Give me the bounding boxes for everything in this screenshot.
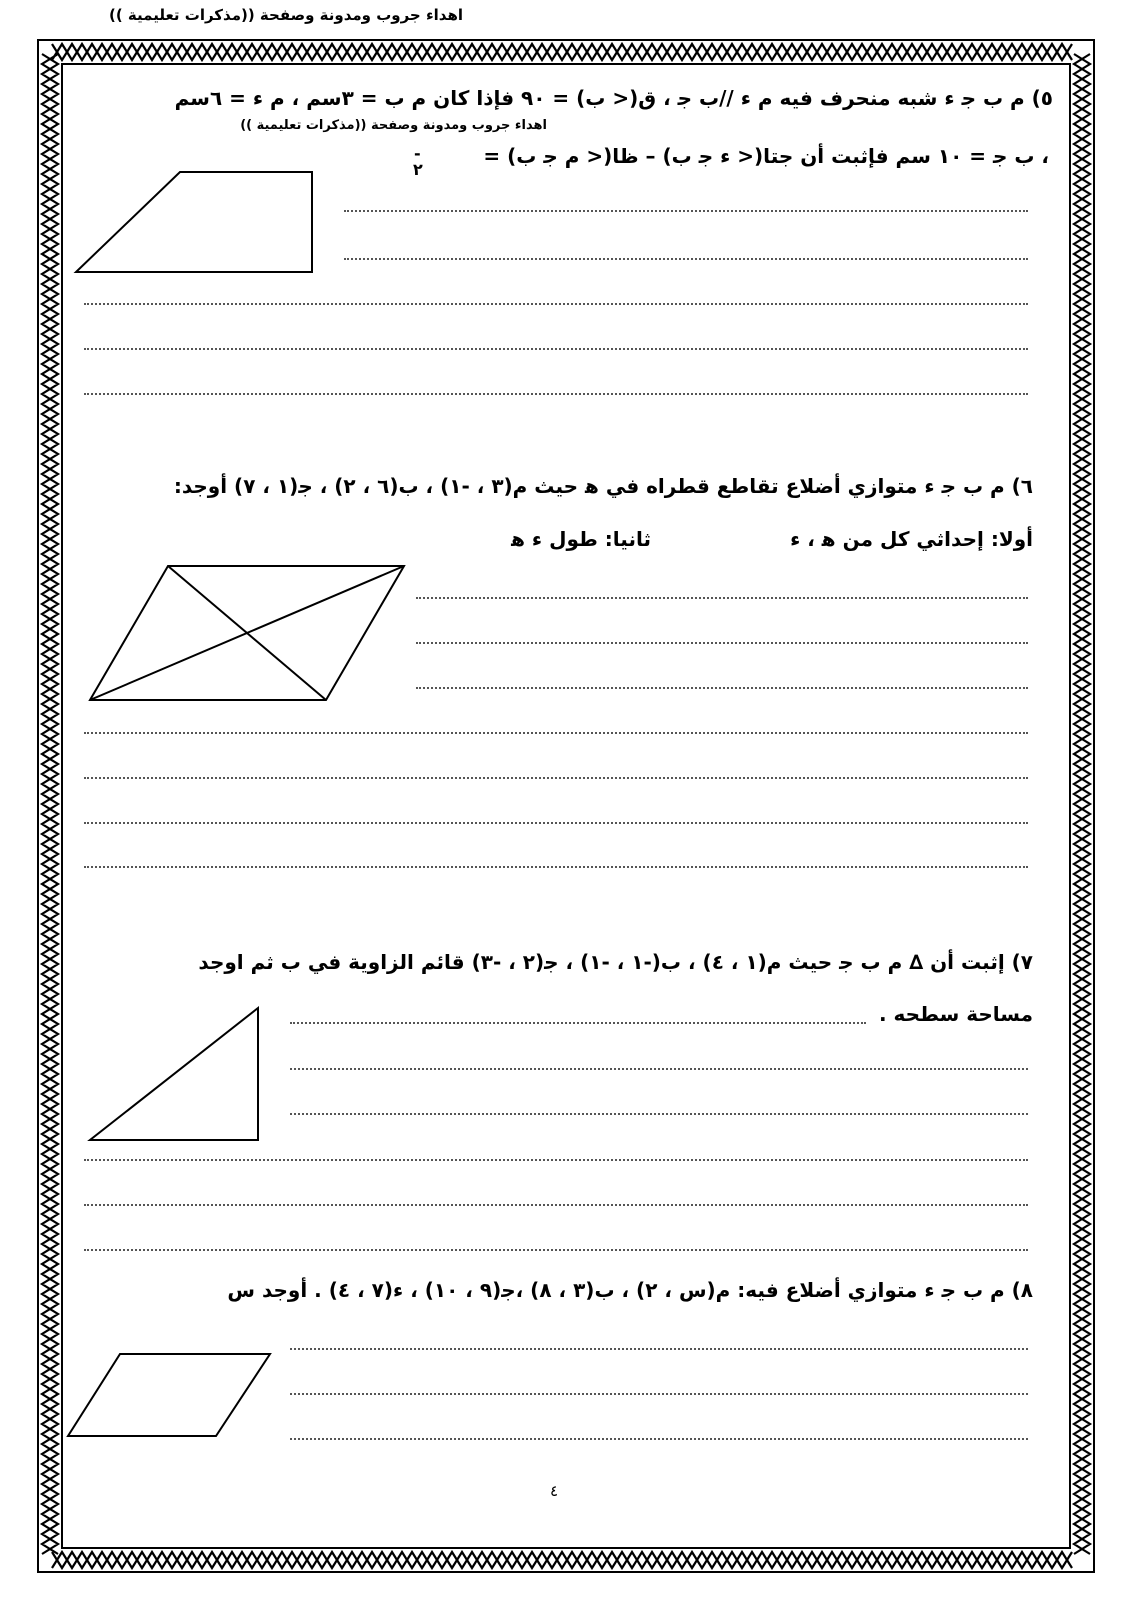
answer-line: [84, 777, 1028, 779]
question-6-part-1: أولا: إحداثي كل من ﻫ ، ء: [790, 527, 1033, 551]
answer-line: [84, 1204, 1028, 1206]
answer-line: [84, 732, 1028, 734]
question-5-line-1: ٥) ﻡ ب ﺟ ء شبه منحرف فيه ﻡ ء //ب ﺟ ، ق(< ب) = ٩٠ فإذا كان ﻡ ب = ٣سم ، ﻡ ء = ٦سم: [174, 86, 1053, 110]
page-number: ٤: [550, 1482, 559, 1500]
question-6-part-2: ثانيا: طول ء ﻫ: [511, 527, 651, 551]
answer-line: [84, 866, 1028, 868]
answer-line: [84, 1249, 1028, 1251]
question-5-watermark: اهداء جروب ومدونة وصفحة ((مذكرات تعليمية )): [240, 118, 547, 133]
answer-line: [290, 1113, 1028, 1115]
answer-line: [416, 642, 1028, 644]
trapezoid-figure: [70, 168, 320, 276]
answer-line: [84, 393, 1028, 395]
answer-line: [290, 1348, 1028, 1350]
answer-line: [84, 1159, 1028, 1161]
question-6-line-1: ٦) ﻡ ب ﺟ ء متوازي أضلاع تقاطع قطراه في ﻫ حيث ﻡ(٣ ، -١) ، ب(٦ ، ٢) ، ﺟ(١ ، ٧) أوجد:: [173, 474, 1033, 498]
fraction-bar: -: [414, 144, 421, 163]
question-7-line-1: ٧) إثبت أن ∆ ﻡ ب ﺟ حيث ﻡ(١ ، ٤) ، ب(-١ ، -١) ، ﺟ(٢ ، -٣) قائم الزاوية في ب ثم اوجد: [198, 950, 1033, 974]
answer-line: [84, 822, 1028, 824]
right-triangle-figure: [84, 1004, 264, 1144]
question-7-line-2: مساحة سطحه .: [878, 1002, 1033, 1026]
answer-line: [290, 1393, 1028, 1395]
answer-line: [290, 1438, 1028, 1440]
answer-line: [344, 210, 1028, 212]
question-8-line-1: ٨) ﻡ ب ﺟ ء متوازي أضلاع فيه: ﻡ(س ، ٢) ، ب(٣ ، ٨) ،ﺟ(٩ ، ١٠) ، ء(٧ ، ٤) . أوجد س: [227, 1278, 1033, 1302]
parallelogram-figure: [64, 1350, 274, 1440]
answer-line: [84, 348, 1028, 350]
answer-line: [290, 1022, 866, 1024]
fraction-denominator: ٢: [413, 160, 423, 179]
answer-line: [84, 303, 1028, 305]
parallelogram-diagonals-figure: [84, 560, 412, 708]
answer-line: [416, 597, 1028, 599]
answer-line: [416, 687, 1028, 689]
question-5-line-2: ، ب ﺟ = ١٠ سم فإثبت أن جتا(< ء ﺟ ب) – ظا(< ﻡ ﺟ ب) =: [483, 144, 1049, 168]
answer-line: [290, 1068, 1028, 1070]
page-header: اهداء جروب ومدونة وصفحة ((مذكرات تعليمية )): [108, 6, 463, 24]
answer-line: [344, 258, 1028, 260]
